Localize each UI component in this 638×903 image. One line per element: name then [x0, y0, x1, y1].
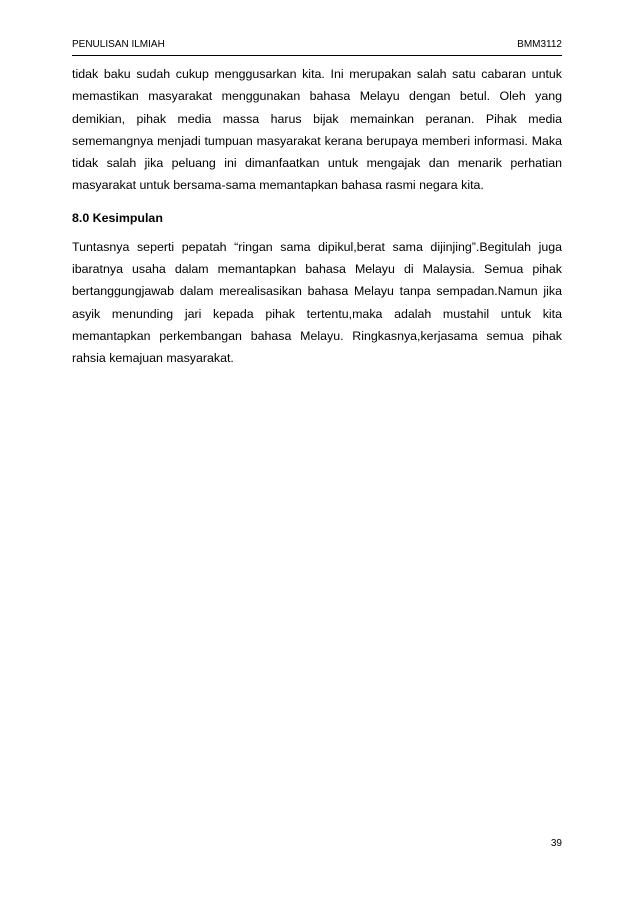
section-heading-kesimpulan: 8.0 Kesimpulan [72, 210, 163, 225]
header-divider [72, 55, 562, 56]
page-content [72, 63, 562, 370]
page-number: 39 [550, 838, 562, 849]
header-course-code: BMM3112 [517, 39, 562, 50]
body-paragraph-1: tidak baku sudah cukup menggusarkan kita. Ini merupakan salah satu cabaran untuk memastikan masyarakat menggunakan bahasa Melayu dengan betul. Oleh yang demikian, pihak media massa harus bijak memainkan peranan. Pihak media sememangnya menjadi tumpuan masyarakat kerana berupaya memberi informasi. Maka tidak salah jika peluang ini dimanfaatkan untuk mengajak dan menarik perhatian masyarakat untuk bersama-sama memantapkan bahasa rasmi negara kita. [72, 67, 562, 193]
body-paragraph-2: Tuntasnya seperti pepatah “ringan sama dipikul,berat sama dijinjing”.Begitulah juga ibaratnya usaha dalam memantapkan bahasa Melayu di Malaysia. Semua pihak bertanggungjawab dalam merealisasikan bahasa Melayu tanpa sempadan.Namun jika asyik menunding jari kepada pihak tertentu,maka adalah mustahil untuk kita memantapkan perkembangan bahasa Melayu. Ringkasnya,kerjasama semua pihak rahsia kemajuan masyarakat. [72, 239, 562, 366]
page-header [72, 38, 562, 52]
header-course-title: PENULISAN ILMIAH [72, 39, 165, 50]
